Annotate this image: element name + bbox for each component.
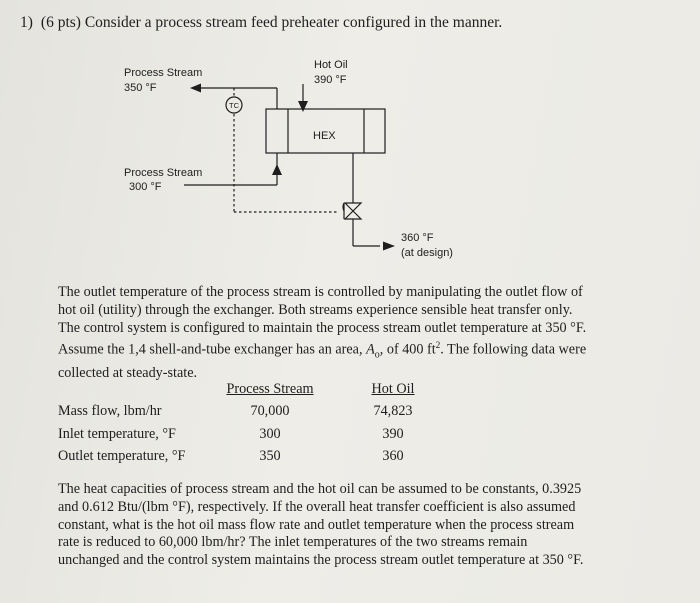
- area-variable: A: [366, 342, 375, 359]
- cell-process-mass-flow: 70,000: [250, 403, 290, 419]
- paragraph-line: unchanged and the control system maintains the process stream outlet temperature at 350 °F.: [58, 552, 584, 569]
- header-hot-oil: Hot Oil: [371, 381, 415, 397]
- paragraph-line-area: Assume the 1,4 shell-and-tube exchanger has an area, $A_o$, of 400 $ft^2$. The following data were: [58, 340, 587, 361]
- problem-paragraph-1: [58, 284, 658, 383]
- label-oil-out-temp: 360 °F: [401, 232, 434, 244]
- question-prompt: (6 pts) Consider a process stream feed preheater configured in the manner.: [40, 14, 503, 31]
- question-number: 1): [20, 14, 33, 31]
- paragraph-line: constant, what is the hot oil mass flow rate and outlet temperature when the process stream: [58, 516, 575, 533]
- hot-oil-inlet-arrow: [298, 101, 308, 112]
- paragraph-line: hot oil (utility) through the exchanger. Both streams experience sensible heat transfer only.: [58, 301, 573, 318]
- process-inlet-arrow: [272, 164, 282, 175]
- control-valve: [345, 203, 361, 219]
- paragraph-line: collected at steady-state.: [58, 364, 198, 381]
- problem-paragraph-2: [58, 481, 658, 570]
- label-process-out-temp: 350 °F: [124, 82, 157, 94]
- cell-process-outlet-temp: 350: [259, 448, 281, 464]
- cell-oil-mass-flow: 74,823: [373, 403, 413, 419]
- paragraph-line: The outlet temperature of the process stream is controlled by manipulating the outlet flow of: [58, 284, 583, 300]
- preheater-diagram: [0, 0, 700, 290]
- row-label-outlet-temp: Outlet temperature, °F: [58, 448, 186, 464]
- label-process-in-temp: 300 °F: [129, 181, 162, 193]
- header-process-stream: Process Stream: [226, 381, 314, 397]
- label-process-stream-out: Process Stream: [124, 67, 203, 79]
- label-hot-oil: Hot Oil: [314, 59, 348, 71]
- paragraph-line: rate is reduced to 60,000 lbm/hr? The inlet temperatures of the two streams remain: [58, 534, 528, 551]
- row-label-inlet-temp: Inlet temperature, °F: [58, 426, 176, 442]
- cell-process-inlet-temp: 300: [259, 426, 281, 442]
- paragraph-line: and 0.612 Btu/(lbm °F), respectively. If the overall heat transfer coefficient is also assumed: [58, 498, 576, 515]
- ft-exponent: 2: [435, 340, 441, 351]
- cell-oil-inlet-temp: 390: [382, 426, 404, 442]
- row-label-mass-flow: Mass flow, lbm/hr: [58, 403, 162, 419]
- label-at-design: (at design): [401, 247, 453, 259]
- label-tc: TC: [229, 101, 239, 110]
- process-outlet-arrow: [190, 84, 201, 93]
- area-subscript: o: [374, 349, 380, 361]
- label-hot-oil-temp: 390 °F: [314, 74, 347, 86]
- paragraph-line: The control system is configured to maintain the process stream outlet temperature at 350 °F.: [58, 319, 587, 336]
- hot-oil-outlet-arrow: [383, 242, 395, 251]
- cell-oil-outlet-temp: 360: [382, 448, 404, 464]
- label-process-stream-in: Process Stream: [124, 167, 203, 179]
- paragraph-line: The heat capacities of process stream and the hot oil can be assumed to be constants, 0.3925: [58, 481, 582, 497]
- label-hex: HEX: [313, 130, 336, 142]
